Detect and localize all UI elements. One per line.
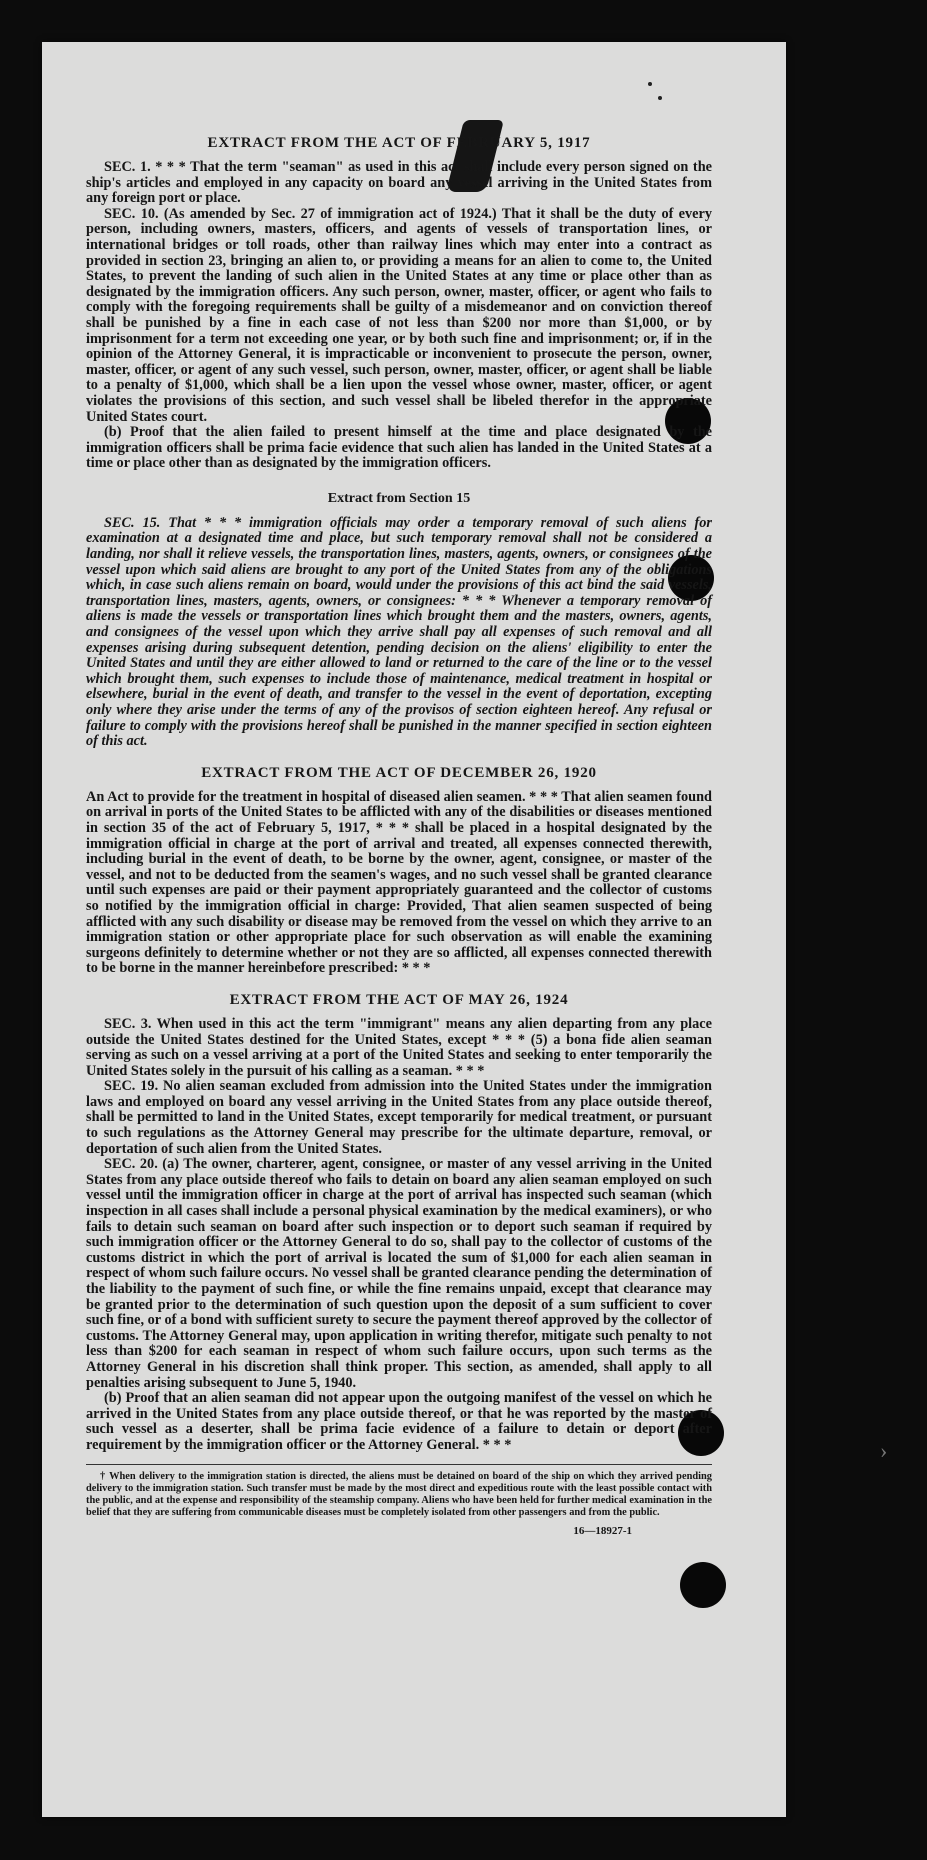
- scan-edge-mark: ›: [880, 1438, 888, 1463]
- heading-act-1920: EXTRACT FROM THE ACT OF DECEMBER 26, 1920: [201, 764, 597, 781]
- heading-act-1917: EXTRACT FROM THE ACT OF FEBRUARY 5, 1917: [207, 135, 591, 151]
- speck: [658, 96, 662, 100]
- heading-act-1924: EXTRACT FROM THE ACT OF MAY 26, 1924: [229, 991, 569, 1008]
- punch-hole: [680, 1562, 726, 1608]
- paragraph-sec-10: SEC. 10. (As amended by Sec. 27 of immigration act of 1924.) That it shall be the duty of every person, including owners, masters, officers, and agents of vessels of transportation lines, or international bridges or toll roads, other than railway lines which may enter into a contract as provided in section 23, bringing an alien to, or providing a means for an alien to come to, the United States, to prevent the landing of such alien in the United States at any time or place other than as designated by the immigration officers. Any such person, owner, master, officer, or agent who fails to comply with the foregoing requirements shall be guilty of a misdemeanor and on conviction thereof shall be punished by a fine in each case of not less than $200 nor more than $1,000, or by imprisonment for a term not exceeding one year, or by both such fine and imprisonment; or, if in the opinion of the Attorney General, it is impracticable or inconvenient to prosecute the person, owner, master, officer, or agent of any such vessel, such person, owner, master, officer, or agent shall be liable to a penalty of $1,000, which shall be a lien upon the vessel whose owner, master, officer, or agent violates the provisions of this section, and such vessel shall be libeled therefor in the appropriate United States court.: [86, 205, 712, 425]
- speck: [648, 82, 652, 86]
- document-text: [86, 134, 712, 1537]
- paragraph-sec-3: SEC. 3. When used in this act the term "immigrant" means any alien departing from any place outside the United States destined for the United States, except * * * (5) a bona fide alien seaman serving as such on a vessel arriving at a port of the United States and seeking to enter temporarily the United States solely in the pursuit of his calling as a seaman. * * *: [86, 1015, 712, 1079]
- paragraph-sec-15: SEC. 15. That * * * immigration officials may order a temporary removal of such aliens for examination at a designated time and place, but such temporary removal shall not be considered a landing, nor shall it relieve vessels, the transportation lines, masters, agents, owners, or consignees of the vessel upon which said aliens are brought to any port of the United States from any of the obligations which, in case such aliens remain on board, would under the provisions of this act bind the said vessels, transportation lines, masters, agents, owners, or consignees: * * * Whenever a temporary removal of aliens is made the vessels or transportation lines which brought them and the masters, owners, agents, and consignees of the vessel upon which they arrive shall pay all expenses of such removal and all expenses arising during subsequent detention, pending decision on the aliens' eligibility to enter the United States and until they are either allowed to land or returned to the care of the line or to the vessel which brought them, such expenses to include those of maintenance, medical treatment in hospital or elsewhere, burial in the event of death, and transfer to the vessel in the event of deportation, excepting only where they arise under the terms of any of the provisos of section eighteen hereof. Any refusal or failure to comply with the provisions hereof shall be punished in the manner specified in section eighteen of this act.: [86, 514, 712, 750]
- paragraph-sec-1: SEC. 1. * * * That the term "seaman" as used in this act shall include every person signed on the ship's articles and employed in any capacity on board any vessel arriving in the United States from any foreign port or place.: [86, 159, 712, 207]
- footnote-divider: [86, 1464, 712, 1465]
- form-code: 16—18927-1: [573, 1524, 632, 1537]
- paragraph-sec-10b: (b) Proof that the alien failed to present himself at the time and place designated by the immigration officers shall be prima facie evidence that such alien has landed in the United States at a time or place other than as designated by the immigration officers.: [86, 424, 712, 472]
- paragraph-act-1920: An Act to provide for the treatment in hospital of diseased alien seamen. * * * That alien seamen found on arrival in ports of the United States to be afflicted with any of the disabilities or diseases mentioned in section 35 of the act of February 5, 1917, * * * shall be placed in a hospital designated by the immigration official in charge at the port of arrival and treated, all expenses connected therewith, including burial in the event of death, to be borne by the owner, agent, consignee, or master of the vessel, and not to be deducted from the seamen's wages, and no such vessel shall be granted clearance until such expenses are paid or their payment appropriately guaranteed and the collector of customs so notified by the immigration official in charge: Provided, That alien seamen suspected of being afflicted with any such disability or disease may be removed from the vessel on which they arrive to an immigration station or other appropriate place for such observation as will enable the examining surgeons definitely to determine whether or not they are so afflicted, all expenses connected therewith to be borne in the manner hereinbefore prescribed: * * *: [86, 788, 712, 977]
- footnote: † When delivery to the immigration station is directed, the aliens must be detained on board of the ship on which they arrived pending delivery to the immigration station. Such transfer must be made by the most direct and expeditious route with the least possible contact with the public, and at the expense and responsibility of the steamship company. Aliens who have been held for further medical examination in the belief that they are suffering from communicable diseases must be completely isolated from other passengers and from the public.: [86, 1470, 712, 1518]
- paragraph-sec-20b: (b) Proof that an alien seaman did not appear upon the outgoing manifest of the vessel on which he arrived in the United States from any place outside thereof, or that he was reported by the master of such vessel as a deserter, shall be prima facie evidence of a failure to detain or deport after requirement by the immigration officer or the Attorney General. * * *: [86, 1390, 712, 1453]
- paragraph-sec-19: SEC. 19. No alien seaman excluded from admission into the United States under the immigration laws and employed on board any vessel arriving in the United States from any place outside thereof, shall be permitted to land in the United States, except temporarily for medical treatment, or pursuant to such regulations as the Attorney General may prescribe for the ultimate departure, removal, or deportation of such alien from the United States.: [86, 1078, 712, 1157]
- heading-section-15: Extract from Section 15: [327, 490, 471, 506]
- paragraph-sec-20a: SEC. 20. (a) The owner, charterer, agent, consignee, or master of any vessel arriving in the United States from any place outside thereof who fails to detain on board any alien seaman employed on such vessel until the immigration officer in charge at the port of arrival has inspected such seaman (which inspection in all cases shall include a personal physical examination by the medical examiners), or who fails to detain such seaman on board after such inspection or to deport such seaman if required by such immigration officer or the Attorney General to do so, shall pay to the collector of customs of the customs district in which the port of arrival is located the sum of $1,000 for each alien seaman in respect of whom such failure occurs. No vessel shall be granted clearance pending the determination of the liability to the payment of such fine, or while the fine remains unpaid, except that clearance may be granted prior to the determination of such question upon the deposit of a sum sufficient to cover such fine, or of a bond with sufficient surety to secure the payment thereof approved by the collector of customs. The Attorney General may, upon application in writing therefor, mitigate such penalty to not less than $200 for each seaman in respect of whom such failure occurs, upon such terms as the Attorney General in his discretion shall think proper. This section, as amended, shall apply to all penalties arising subsequent to June 5, 1940.: [86, 1156, 712, 1391]
